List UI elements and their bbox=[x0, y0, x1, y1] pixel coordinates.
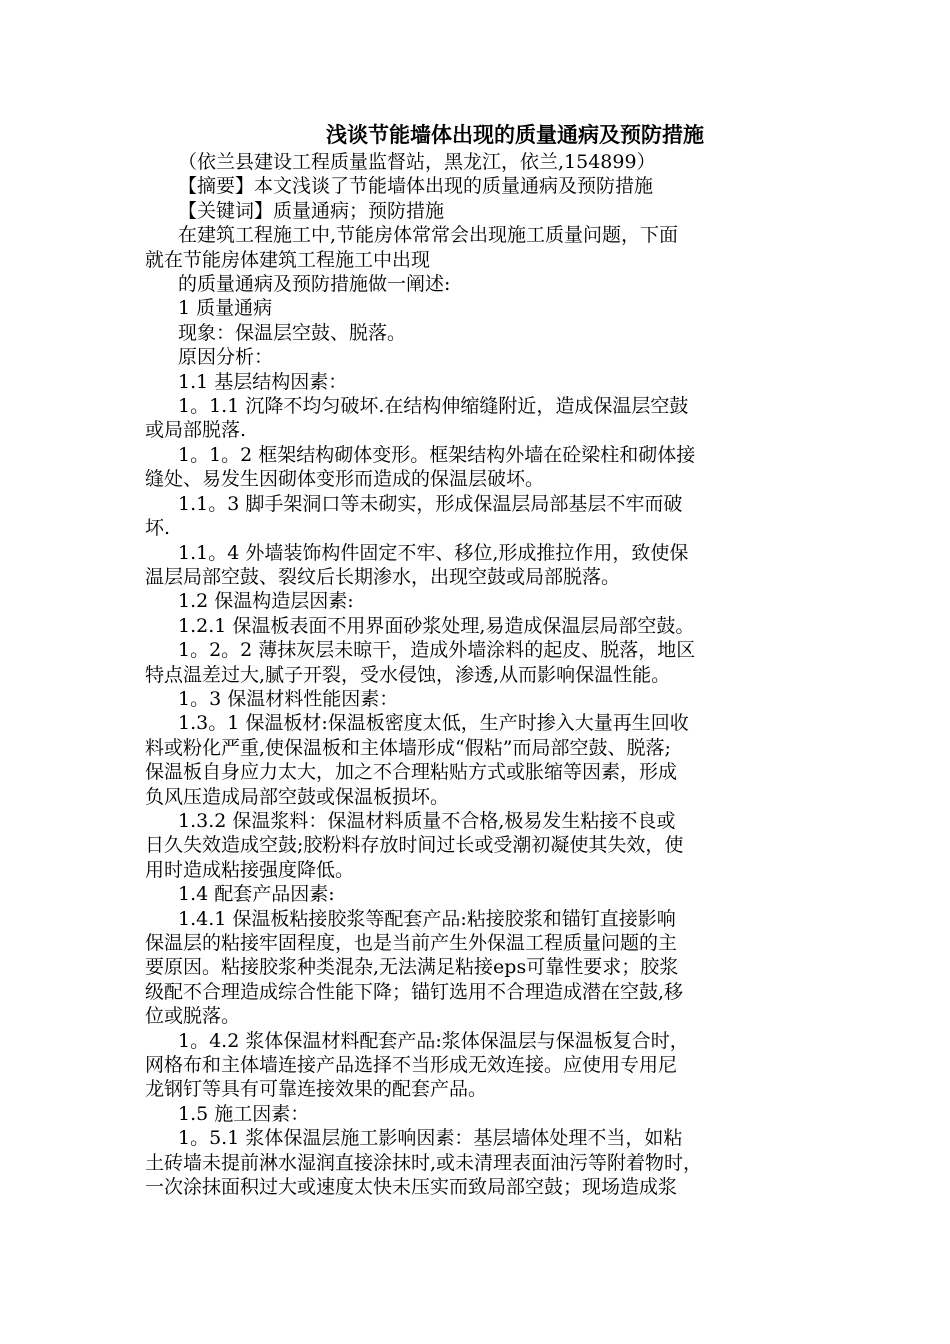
text-line: 1.4 配套产品因素: bbox=[178, 883, 335, 906]
text-line: 1。2。2 薄抹灰层未晾干，造成外墙涂料的起皮、脱落，地区 bbox=[178, 639, 696, 662]
text-line: 1。1。2 框架结构砌体变形。框架结构外墙在砼梁柱和砌体接 bbox=[178, 443, 696, 466]
text-line: 料或粉化严重,使保温板和主体墙形成“假粘”而局部空鼓、脱落; bbox=[145, 736, 671, 759]
text-line: 现象：保温层空鼓、脱落。 bbox=[178, 321, 407, 344]
text-line: 缝处、易发生因砌体变形而造成的保温层破坏。 bbox=[145, 468, 545, 491]
text-line: 一次涂抹面积过大或速度太快未压实而致局部空鼓；现场造成浆 bbox=[145, 1176, 678, 1199]
text-line: 用时造成粘接强度降低。 bbox=[145, 858, 355, 881]
text-line: 级配不合理造成综合性能下降；锚钉选用不合理造成潜在空鼓,移 bbox=[145, 980, 684, 1003]
text-line: 坏. bbox=[145, 517, 171, 540]
text-line: 保温层的粘接牢固程度，也是当前产生外保温工程质量问题的主 bbox=[145, 932, 678, 954]
text-line: 1.3。1 保温板材:保温板密度太低，生产时掺入大量再生回收 bbox=[178, 712, 689, 735]
text-line: （依兰县建设工程质量监督站，黑龙江，依兰,154899） bbox=[178, 151, 656, 173]
document-body bbox=[145, 150, 805, 1199]
text-line: 【关键词】质量通病；预防措施 bbox=[178, 199, 445, 222]
text-line: 1.2 保温构造层因素: bbox=[178, 590, 354, 613]
text-line: 位或脱落。 bbox=[145, 1005, 241, 1028]
text-line: 特点温差过大,腻子开裂，受水侵蚀，渗透,从而影响保温性能。 bbox=[145, 663, 671, 686]
text-line: 网格布和主体墙连接产品选择不当形成无效连接。应使用专用尼 bbox=[145, 1054, 678, 1077]
text-line: 在建筑工程施工中,节能房体常常会出现施工质量问题，下面 bbox=[178, 224, 679, 247]
text-line: 1.5 施工因素： bbox=[178, 1102, 310, 1125]
text-line: 龙钢钉等具有可靠连接效果的配套产品。 bbox=[145, 1078, 488, 1101]
text-line: 保温板自身应力太大，加之不合理粘贴方式或胀缩等因素，形成 bbox=[145, 761, 678, 784]
text-line: 土砖墙未提前淋水湿润直接涂抹时,或未清理表面油污等附着物时， bbox=[145, 1151, 703, 1174]
text-line: 1。1.1 沉降不均匀破坏.在结构伸缩缝附近，造成保温层空鼓 bbox=[178, 395, 689, 418]
text-line: 温层局部空鼓、裂纹后长期渗水，出现空鼓或局部脱落。 bbox=[145, 565, 621, 588]
text-line: 1.2.1 保温板表面不用界面砂浆处理,易造成保温层局部空鼓。 bbox=[178, 614, 695, 637]
text-line: 负风压造成局部空鼓或保温板损坏。 bbox=[145, 785, 450, 808]
text-line: 日久失效造成空鼓;胶粉料存放时间过长或受潮初凝使其失效，使 bbox=[145, 834, 684, 857]
text-line: 1。3 保温材料性能因素： bbox=[178, 687, 399, 710]
text-line: 就在节能房体建筑工程施工中出现 bbox=[145, 248, 431, 271]
text-line: 要原因。粘接胶浆种类混杂,无法满足粘接eps可靠性要求；胶浆 bbox=[145, 956, 679, 979]
document-title: 浅谈节能墙体出现的质量通病及预防措施 bbox=[326, 122, 704, 147]
text-line: 1.1 基层结构因素： bbox=[178, 370, 348, 393]
text-line: 1 质量通病 bbox=[178, 297, 273, 320]
text-line: 1.4.1 保温板粘接胶浆等配套产品:粘接胶浆和锚钉直接影响 bbox=[178, 907, 676, 930]
text-line: 1。5.1 浆体保温层施工影响因素：基层墙体处理不当，如粘 bbox=[178, 1127, 683, 1150]
text-line: 1.1。4 外墙装饰构件固定不牢、移位,形成推拉作用，致使保 bbox=[178, 541, 689, 564]
text-line: 或局部脱落. bbox=[145, 419, 247, 442]
text-line: 1。4.2 浆体保温材料配套产品:浆体保温层与保温板复合时， bbox=[178, 1029, 689, 1052]
text-line: 原因分析： bbox=[178, 346, 274, 369]
text-line: 【摘要】本文浅谈了节能墙体出现的质量通病及预防措施 bbox=[178, 175, 654, 198]
text-line: 1.1。3 脚手架洞口等未砌实，形成保温层局部基层不牢而破 bbox=[178, 492, 683, 515]
text-line: 1.3.2 保温浆料：保温材料质量不合格,极易发生粘接不良或 bbox=[178, 809, 676, 832]
document-page bbox=[145, 120, 805, 1199]
text-line: 的质量通病及预防措施做一阐述: bbox=[178, 273, 451, 296]
